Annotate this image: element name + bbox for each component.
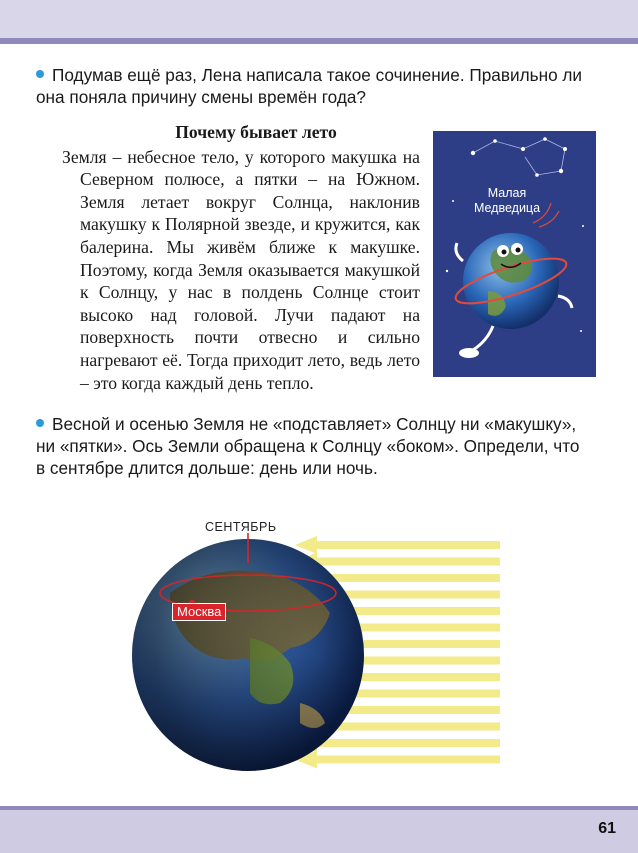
globe-cartoon-icon [433, 131, 596, 377]
bottom-band-line [0, 806, 638, 810]
task-1-text: Подумав ещё раз, Лена написала такое сочинение. Правильно ли она поняла причину смены времён года? [36, 65, 583, 107]
little-dipper-label-line-2: Медведица [473, 201, 541, 215]
task-2-text: Весной и осенью Земля не «подставляет» Солнцу ни «макушку», ни «пятки». Ось Земли обращена к Солнцу «боком». Определи, что в сентябре длится дольше: день или ночь. [36, 414, 580, 478]
little-dipper-illustration [433, 131, 596, 377]
city-label: Москва [172, 603, 226, 621]
task-1 [36, 64, 584, 108]
essay-title: Почему бывает лето [175, 122, 337, 142]
little-dipper-label-line-1: Малая [487, 186, 527, 200]
essay-body: Земля – небесное тело, у которого макушка на Северном полюсе, а пятки – на Южном. Земля летает вокруг Солнца, наклонив макушку к Полярной звезде, и кружится, как балерина. Мы живём ближе к макушке. Поэтому, когда Земля оказывается макушкой к Солнцу, у нас в полдень Солнце стоит высоко над головой. Лучи падают на поверхность почти отвесно и сильно нагревают её. Тогда приходит лето, ведь лето – это когда каждый день тепло. [62, 146, 420, 393]
bullet-icon [36, 70, 44, 78]
top-band-line [0, 38, 638, 44]
bullet-icon [36, 419, 44, 427]
earth-globe-icon [130, 533, 370, 773]
bottom-band [0, 806, 638, 853]
little-dipper-label [447, 186, 567, 216]
task-2 [36, 413, 584, 479]
top-band [0, 0, 638, 44]
month-label: СЕНТЯБРЬ [205, 520, 277, 534]
essay [62, 121, 420, 394]
page-number: 61 [598, 820, 616, 837]
